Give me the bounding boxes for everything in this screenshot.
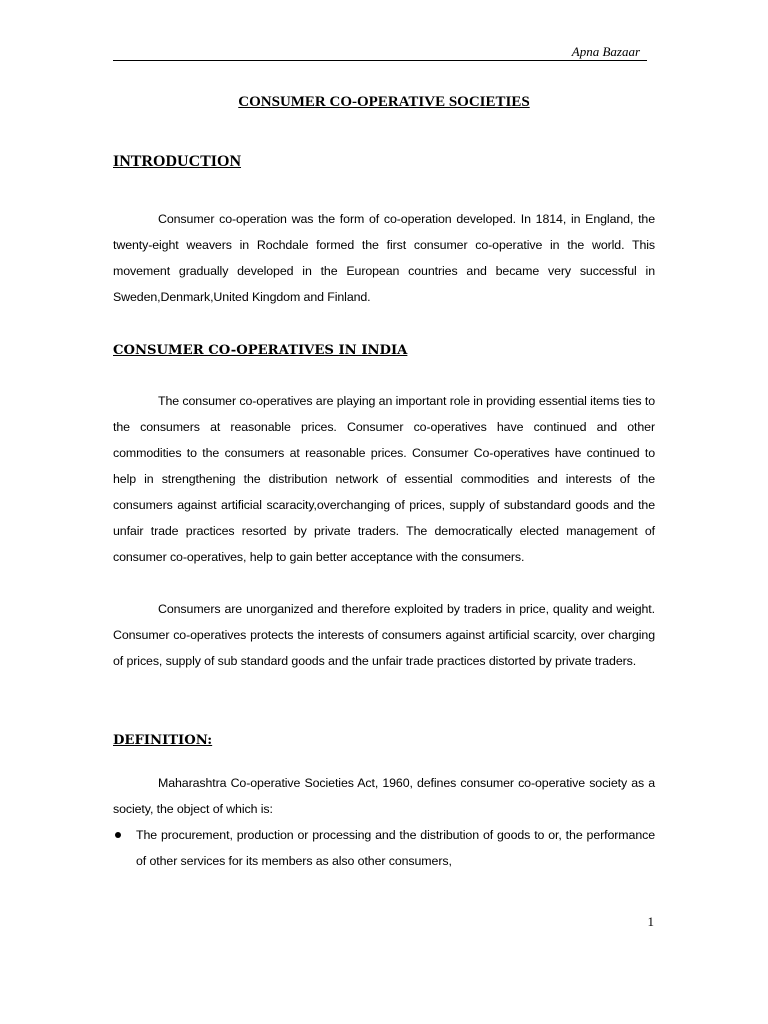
header-rule bbox=[113, 60, 647, 61]
heading-consumer-cooperatives-india: CONSUMER CO-OPERATIVES IN INDIA bbox=[113, 343, 408, 358]
page-number: 1 bbox=[647, 914, 654, 929]
list-item bbox=[113, 822, 655, 874]
heading-introduction: INTRODUCTION bbox=[113, 153, 242, 170]
list-item-text: The procurement, production or processing and the distribution of goods to or, the performance of other services for its members as also other consumers, bbox=[136, 828, 655, 868]
heading-definition: DEFINITION: bbox=[113, 733, 213, 748]
paragraph-india-exploitation: Consumers are unorganized and therefore exploited by traders in price, quality and weight. Consumer co-operatives protects the interests of consumers against artificial scarcity, over charging of prices, supply of sub standard goods and the unfair trade practices distorted by private traders. bbox=[113, 602, 655, 668]
running-header: Apna Bazaar bbox=[571, 44, 640, 59]
paragraph-india-role: The consumer co-operatives are playing an important role in providing essential items ties to the consumers at reasonable prices. Consumer co-operatives have continued and other commodities to the consumers at reasonable prices. Consumer Co-operatives have continued to help in strengthening the distribution network of essential commodities and interests of the consumers against artificial scaracity,overchanging of prices, supply of substandard goods and the unfair trade practices resorted by private traders. The democratically elected management of consumer co-operatives, help to gain better acceptance with the consumers. bbox=[113, 394, 655, 564]
paragraph-introduction: Consumer co-operation was the form of co-operation developed. In 1814, in England, the twenty-eight weavers in Rochdale formed the first consumer co-operative in the world. This movement gradually developed in the European countries and became very successful in Sweden,Denmark,United Kingdom and Finland. bbox=[113, 212, 655, 304]
bullet-icon bbox=[115, 832, 121, 838]
paragraph-definition: Maharashtra Co-operative Societies Act, 1960, defines consumer co-operative society as a society, the object of which is: bbox=[113, 776, 655, 816]
document-title: CONSUMER CO-OPERATIVE SOCIETIES bbox=[238, 94, 530, 110]
